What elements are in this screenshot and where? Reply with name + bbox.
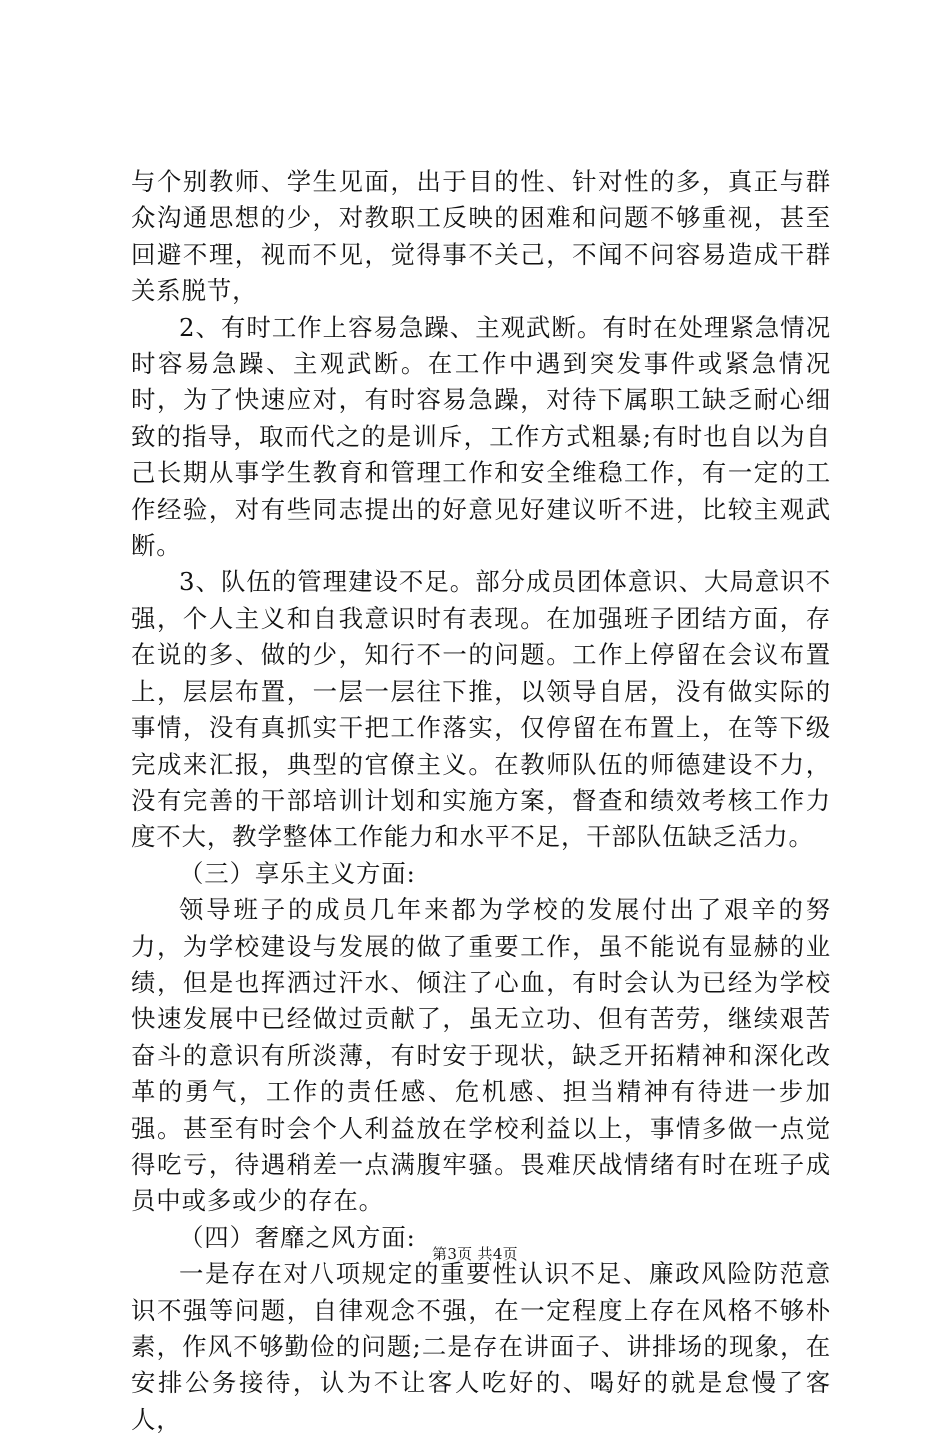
section-heading-hedonism: （三）享乐主义方面: <box>179 858 416 888</box>
paragraph-extravagance: 一是存在对八项规定的重要性认识不足、廉政风险防范意识不强等问题，自律观念不强，在一定程度上存在风格不够朴素，作风不够勤俭的问题;二是存在讲面子、讲排场的现象，在安排公务接待，认为不让客人吃好的、喝好的就是怠慢了客人， <box>131 1259 831 1434</box>
section-heading-extravagance: （四）奢靡之风方面: <box>179 1222 416 1252</box>
paragraph-item-2: 2、有时工作上容易急躁、主观武断。有时在处理紧急情况时容易急躁、主观武断。在工作中遇到突发事件或紧急情况时，为了快速应对，有时容易急躁，对待下属职工缺乏耐心细致的指导，取而代之的是训斥，工作方式粗暴;有时也自以为自己长期从事学生教育和管理工作和安全维稳工作，有一定的工作经验，对有些同志提出的好意见好建议听不进，比较主观武断。 <box>131 312 831 561</box>
paragraph-hedonism: 领导班子的成员几年来都为学校的发展付出了艰辛的努力，为学校建设与发展的做了重要工作，虽不能说有显赫的业绩，但是也挥洒过汗水、倾注了心血，有时会认为已经为学校快速发展中已经做过贡献了，虽无立功、但有苦劳，继续艰苦奋斗的意识有所淡薄，有时安于现状，缺乏开拓精神和深化改革的勇气，工作的责任感、危机感、担当精神有待进一步加强。甚至有时会个人利益放在学校利益以上，事情多做一点觉得吃亏，待遇稍差一点满腹牢骚。畏难厌战情绪有时在班子成员中或多或少的存在。 <box>131 895 831 1216</box>
page-number-footer: 第3页 共4页 <box>432 1245 518 1263</box>
paragraph-item-3: 3、队伍的管理建设不足。部分成员团体意识、大局意识不强，个人主义和自我意识时有表现。在加强班子团结方面，存在说的多、做的少，知行不一的问题。工作上停留在会议布置上，层层布置，一层一层往下推，以领导自居，没有做实际的事情，没有真抓实干把工作落实，仅停留在布置上，在等下级完成来汇报，典型的官僚主义。在教师队伍的师德建设不力，没有完善的干部培训计划和实施方案，督查和绩效考核工作力度不大，教学整体工作能力和水平不足，干部队伍缺乏活力。 <box>131 567 831 852</box>
paragraph-continuation: 与个别教师、学生见面，出于目的性、针对性的多，真正与群众沟通思想的少，对教职工反映的困难和问题不够重视，甚至回避不理，视而不见，觉得事不关己，不闻不问容易造成干群关系脱节， <box>131 167 831 306</box>
